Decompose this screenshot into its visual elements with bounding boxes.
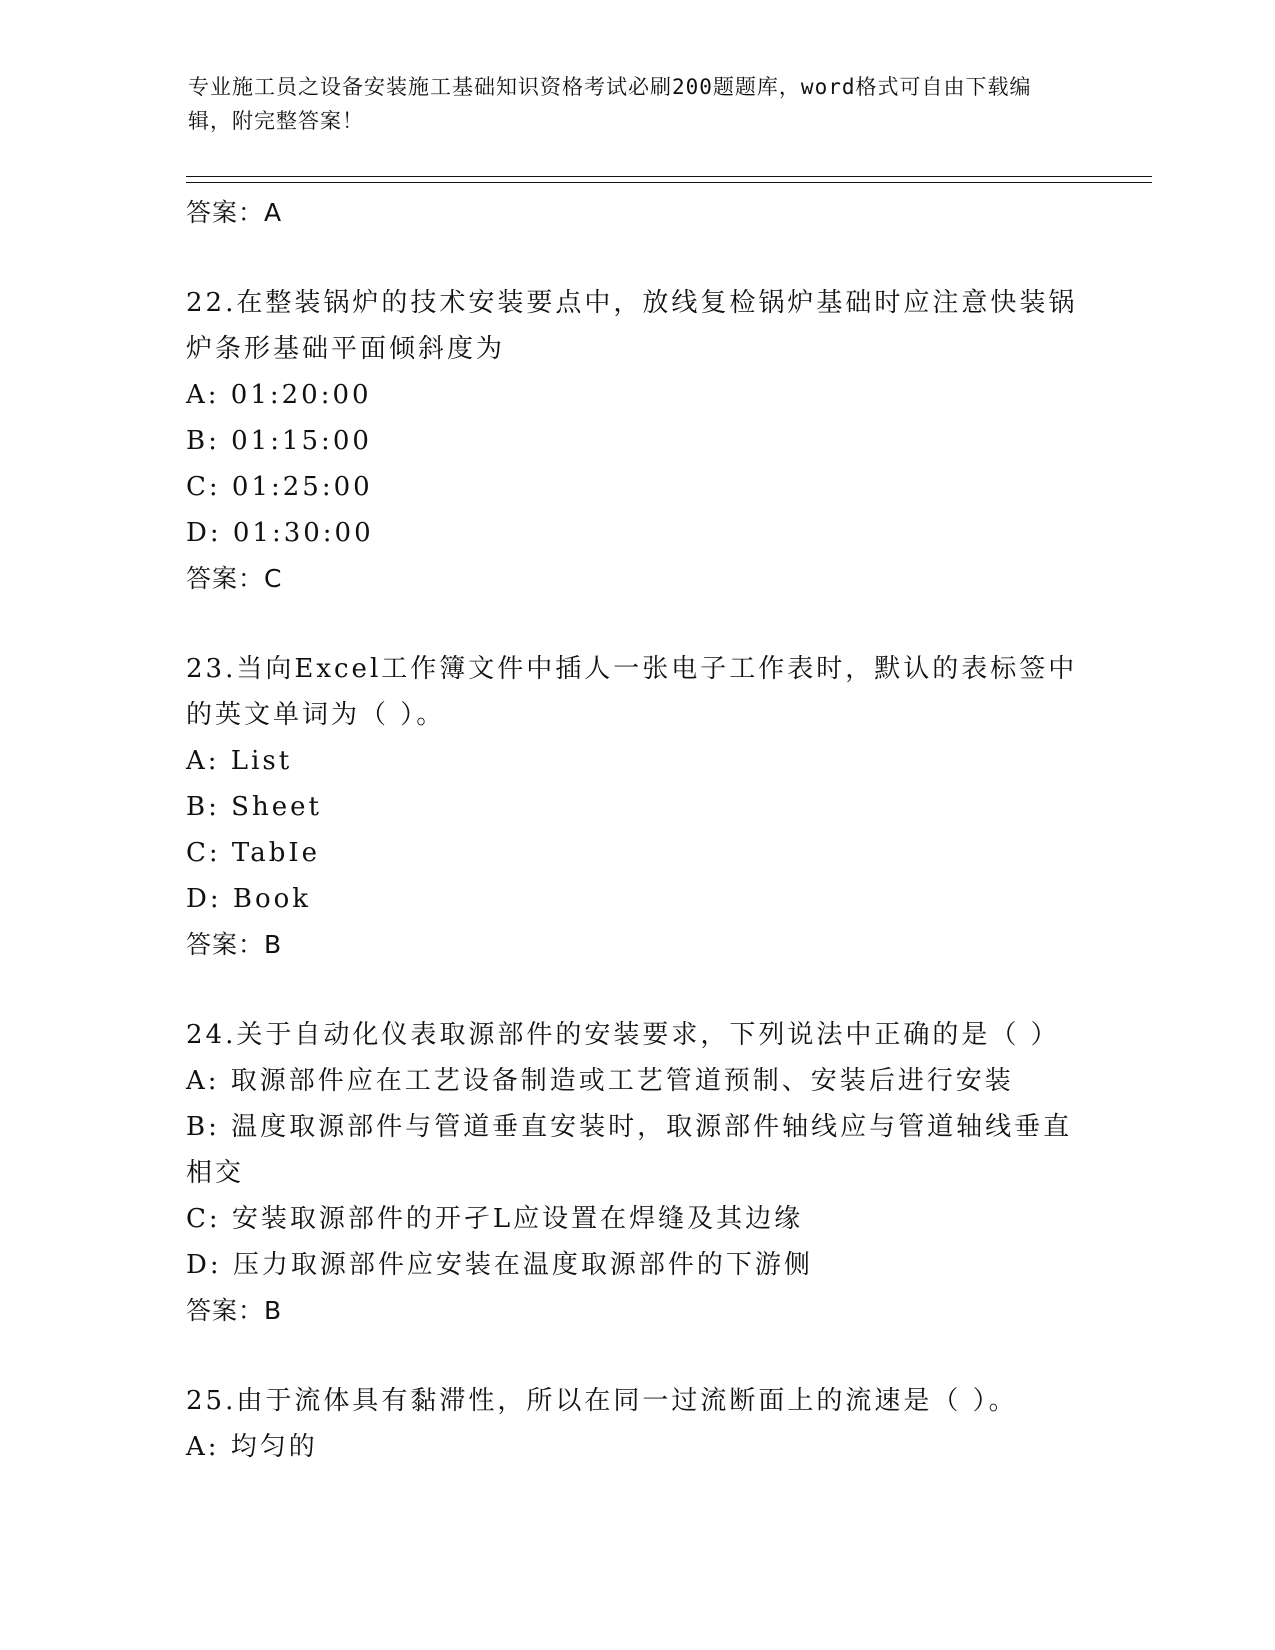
question-24 — [186, 1012, 1086, 1334]
question-22 — [186, 280, 1086, 602]
document-body — [186, 190, 1086, 1470]
option-c: C: TabIe — [186, 838, 321, 868]
document-header — [188, 70, 1068, 138]
header-divider-top — [186, 176, 1152, 177]
option-d: D: 压力取源部件应安装在温度取源部件的下游侧 — [186, 1250, 813, 1280]
option-a: A: 取源部件应在工艺设备制造或工艺管道预制、安装后进行安装 — [186, 1066, 1014, 1096]
option-d: D: 01:30:00 — [186, 518, 374, 548]
question-text: 23.当向Excel工作簿文件中插人一张电子工作表时，默认的表标签中的英文单词为（ ）。 — [186, 654, 1078, 730]
answer-text: 答案：B — [186, 930, 283, 959]
question-text: 25.由于流体具有黏滞性，所以在同一过流断面上的流速是（ ）。 — [186, 1386, 1018, 1416]
option-c: C: 安装取源部件的开孑L应设置在焊缝及其边缘 — [186, 1204, 804, 1234]
option-b: B: 01:15:00 — [186, 426, 372, 456]
answer-text: 答案：B — [186, 1296, 283, 1325]
option-b: B: Sheet — [186, 792, 322, 822]
question-25 — [186, 1378, 1086, 1470]
question-23 — [186, 646, 1086, 968]
question-text: 22.在整装锅炉的技术安装要点中，放线复检锅炉基础时应注意快装锅炉条形基础平面倾斜度为 — [186, 288, 1078, 364]
option-a: A: List — [186, 746, 293, 776]
option-b: B: 温度取源部件与管道垂直安装时，取源部件轴线应与管道轴线垂直相交 — [186, 1112, 1073, 1188]
option-a: A: 均匀的 — [186, 1432, 318, 1462]
option-a: A: 01:20:00 — [186, 380, 372, 410]
option-d: D: Book — [186, 884, 312, 914]
header-divider-bottom — [186, 182, 1152, 183]
header-title: 专业施工员之设备安装施工基础知识资格考试必刷200题题库，word格式可自由下载编辑，附完整答案！ — [188, 75, 1032, 133]
option-c: C: 01:25:00 — [186, 472, 373, 502]
previous-answer: 答案：A — [186, 198, 283, 227]
answer-text: 答案：C — [186, 564, 283, 593]
question-text: 24.关于自动化仪表取源部件的安装要求，下列说法中正确的是（ ） — [186, 1020, 1060, 1050]
